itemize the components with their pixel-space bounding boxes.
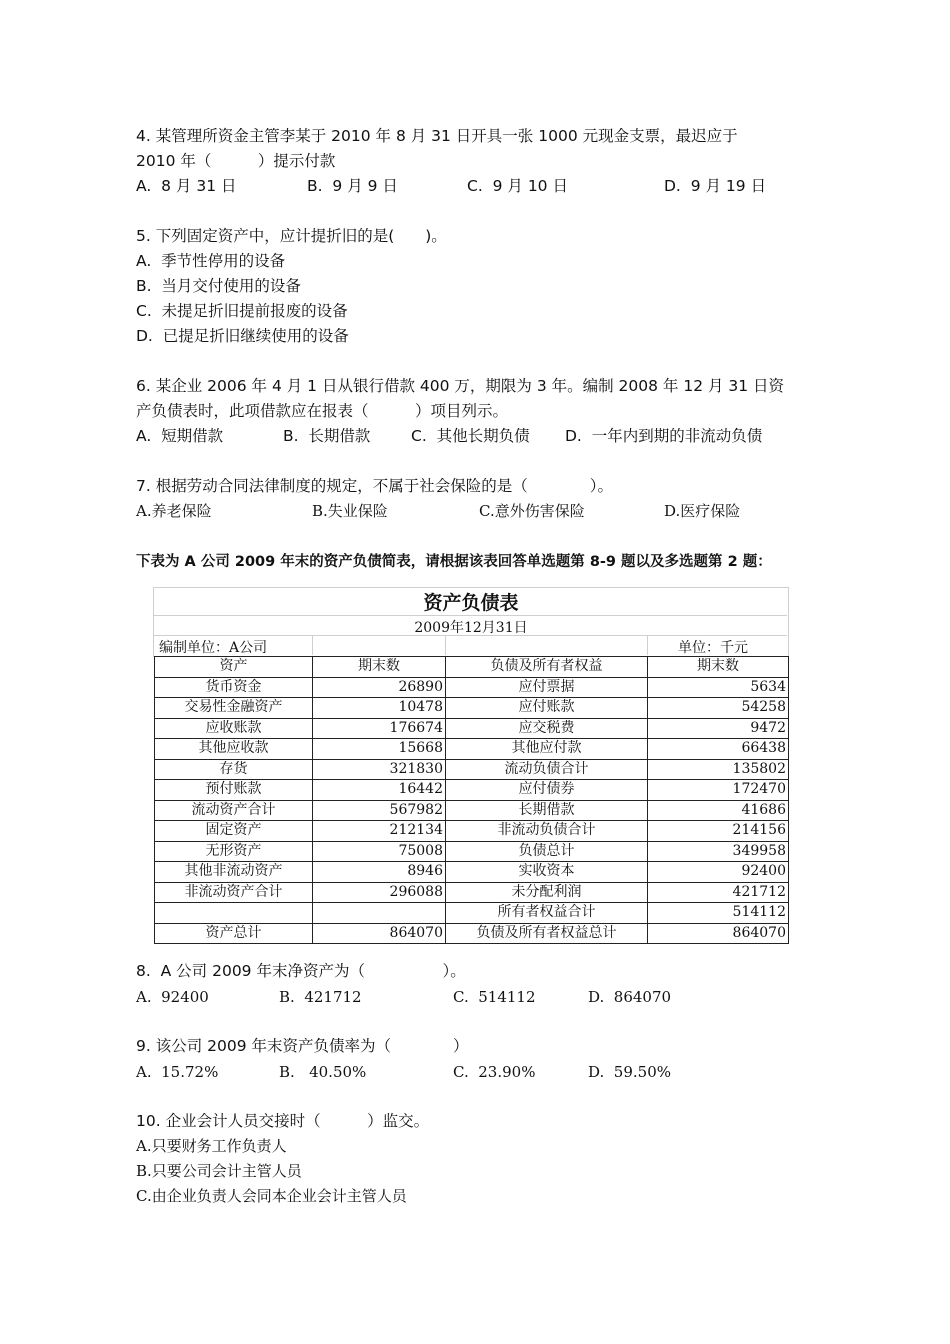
- asset-name: 固定资产: [155, 821, 313, 842]
- asset-amount: 567982: [313, 800, 446, 821]
- liability-amount: 135802: [648, 759, 789, 780]
- q8-option-d: D. 864070: [588, 988, 672, 1006]
- asset-amount: [313, 903, 446, 924]
- asset-name: 存货: [155, 759, 313, 780]
- liability-amount: 421712: [648, 882, 789, 903]
- sheet-gridline: [312, 635, 313, 655]
- table-row: [155, 923, 789, 944]
- q10-stem: 10. 企业会计人员交接时（ ）监交。: [136, 1112, 430, 1130]
- table-intro: 下表为 A 公司 2009 年末的资产负债简表，请根据该表回答单选题第 8-9 题以及多选题第 2 题：: [136, 554, 772, 570]
- table-row: [155, 698, 789, 719]
- asset-name: [155, 903, 313, 924]
- liability-amount: 214156: [648, 821, 789, 842]
- table-row: [155, 903, 789, 924]
- liability-amount: 92400: [648, 862, 789, 883]
- table-row: [155, 718, 789, 739]
- q7-stem: 7. 根据劳动合同法律制度的规定，不属于社会保险的是（ ）。: [136, 477, 613, 495]
- q9-option-d: D. 59.50%: [588, 1063, 671, 1081]
- asset-name: 预付账款: [155, 780, 313, 801]
- q8-option-a: A. 92400: [136, 988, 209, 1006]
- asset-name: 流动资产合计: [155, 800, 313, 821]
- sheet-gridline: [647, 635, 648, 655]
- header-liabilities-amount: 期末数: [648, 657, 789, 678]
- q10-option-c: C.由企业负责人会同本企业会计主管人员: [136, 1187, 407, 1205]
- table-row: [155, 759, 789, 780]
- asset-amount: 8946: [313, 862, 446, 883]
- q7-option-d: D.医疗保险: [664, 502, 741, 520]
- q10-option-b: B.只要公司会计主管人员: [136, 1162, 302, 1180]
- liability-name: 应付票据: [446, 677, 648, 698]
- sheet-title: 资产负债表: [423, 592, 519, 614]
- liability-amount: 54258: [648, 698, 789, 719]
- header-liabilities: 负债及所有者权益: [446, 657, 648, 678]
- table-row: [155, 882, 789, 903]
- asset-amount: 75008: [313, 841, 446, 862]
- liability-amount: 514112: [648, 903, 789, 924]
- liability-name: 应交税费: [446, 718, 648, 739]
- sheet-date: 2009年12月31日: [414, 620, 528, 636]
- liability-name: 应付债券: [446, 780, 648, 801]
- asset-name: 应收账款: [155, 718, 313, 739]
- liability-amount: 66438: [648, 739, 789, 760]
- q9-stem: 9. 该公司 2009 年末资产负债率为（ ）: [136, 1037, 469, 1055]
- q7-option-a: A.养老保险: [136, 502, 212, 520]
- table-row: [155, 841, 789, 862]
- liability-name: 非流动负债合计: [446, 821, 648, 842]
- asset-amount: 176674: [313, 718, 446, 739]
- liability-name: 其他应付款: [446, 739, 648, 760]
- liability-amount: 172470: [648, 780, 789, 801]
- asset-amount: 16442: [313, 780, 446, 801]
- table-row: [155, 677, 789, 698]
- q8-option-c: C. 514112: [453, 988, 536, 1006]
- header-assets: 资产: [155, 657, 313, 678]
- asset-name: 货币资金: [155, 677, 313, 698]
- liability-name: 流动负债合计: [446, 759, 648, 780]
- q7-option-b: B.失业保险: [312, 502, 388, 520]
- balance-sheet: [153, 587, 789, 944]
- asset-amount: 26890: [313, 677, 446, 698]
- q4-stem-line1: 4. 某管理所资金主管李某于 2010 年 8 月 31 日开具一张 1000 元现金支票，最迟应于: [136, 127, 738, 145]
- q9-option-c: C. 23.90%: [453, 1063, 536, 1081]
- liability-name: 长期借款: [446, 800, 648, 821]
- q4-option-b: B. 9 月 9 日: [307, 177, 398, 195]
- sheet-company: 编制单位：A公司: [159, 640, 268, 656]
- asset-name: 其他应收款: [155, 739, 313, 760]
- liability-amount: 5634: [648, 677, 789, 698]
- liability-name: 应付账款: [446, 698, 648, 719]
- asset-amount: 10478: [313, 698, 446, 719]
- table-row: [155, 739, 789, 760]
- q4-option-c: C. 9 月 10 日: [467, 177, 568, 195]
- asset-amount: 296088: [313, 882, 446, 903]
- q10-option-a: A.只要财务工作负责人: [136, 1137, 287, 1155]
- q6-option-c: C. 其他长期负债: [411, 427, 530, 445]
- liability-name: 实收资本: [446, 862, 648, 883]
- liability-amount: 864070: [648, 923, 789, 944]
- q9-option-a: A. 15.72%: [136, 1063, 219, 1081]
- table-row: [155, 780, 789, 801]
- q6-stem-line2: 产负债表时，此项借款应在报表（ ）项目列示。: [136, 402, 509, 420]
- balance-sheet-table: [154, 656, 789, 944]
- liability-name: 负债总计: [446, 841, 648, 862]
- asset-name: 资产总计: [155, 923, 313, 944]
- liability-amount: 349958: [648, 841, 789, 862]
- asset-name: 交易性金融资产: [155, 698, 313, 719]
- q5-option-c: C. 未提足折旧提前报废的设备: [136, 302, 348, 320]
- q5-stem: 5. 下列固定资产中，应计提折旧的是( )。: [136, 227, 447, 245]
- q8-option-b: B. 421712: [279, 988, 362, 1006]
- liability-name: 所有者权益合计: [446, 903, 648, 924]
- table-row: [155, 821, 789, 842]
- q5-option-b: B. 当月交付使用的设备: [136, 277, 301, 295]
- sheet-unit: 单位：千元: [678, 640, 748, 656]
- asset-amount: 321830: [313, 759, 446, 780]
- table-row: [155, 862, 789, 883]
- asset-amount: 864070: [313, 923, 446, 944]
- q6-option-b: B. 长期借款: [283, 427, 371, 445]
- asset-amount: 212134: [313, 821, 446, 842]
- q6-option-a: A. 短期借款: [136, 427, 224, 445]
- q7-option-c: C.意外伤害保险: [479, 502, 585, 520]
- liability-amount: 9472: [648, 718, 789, 739]
- q6-option-d: D. 一年内到期的非流动负债: [565, 427, 763, 445]
- table-header-row: [155, 657, 789, 678]
- q4-stem-line2: 2010 年（ ）提示付款: [136, 152, 336, 170]
- q6-stem-line1: 6. 某企业 2006 年 4 月 1 日从银行借款 400 万，期限为 3 年。编制 2008 年 12 月 31 日资: [136, 377, 785, 395]
- header-assets-amount: 期末数: [313, 657, 446, 678]
- sheet-gridline: [445, 635, 446, 655]
- asset-name: 无形资产: [155, 841, 313, 862]
- q4-option-d: D. 9 月 19 日: [664, 177, 767, 195]
- table-row: [155, 800, 789, 821]
- liability-name: 未分配利润: [446, 882, 648, 903]
- asset-name: 其他非流动资产: [155, 862, 313, 883]
- q4-option-a: A. 8 月 31 日: [136, 177, 237, 195]
- q5-option-a: A. 季节性停用的设备: [136, 252, 286, 270]
- q9-option-b: B. 40.50%: [279, 1063, 367, 1081]
- asset-name: 非流动资产合计: [155, 882, 313, 903]
- liability-name: 负债及所有者权益总计: [446, 923, 648, 944]
- q8-stem: 8. A 公司 2009 年末净资产为（ ）。: [136, 962, 466, 980]
- asset-amount: 15668: [313, 739, 446, 760]
- q5-option-d: D. 已提足折旧继续使用的设备: [136, 327, 349, 345]
- liability-amount: 41686: [648, 800, 789, 821]
